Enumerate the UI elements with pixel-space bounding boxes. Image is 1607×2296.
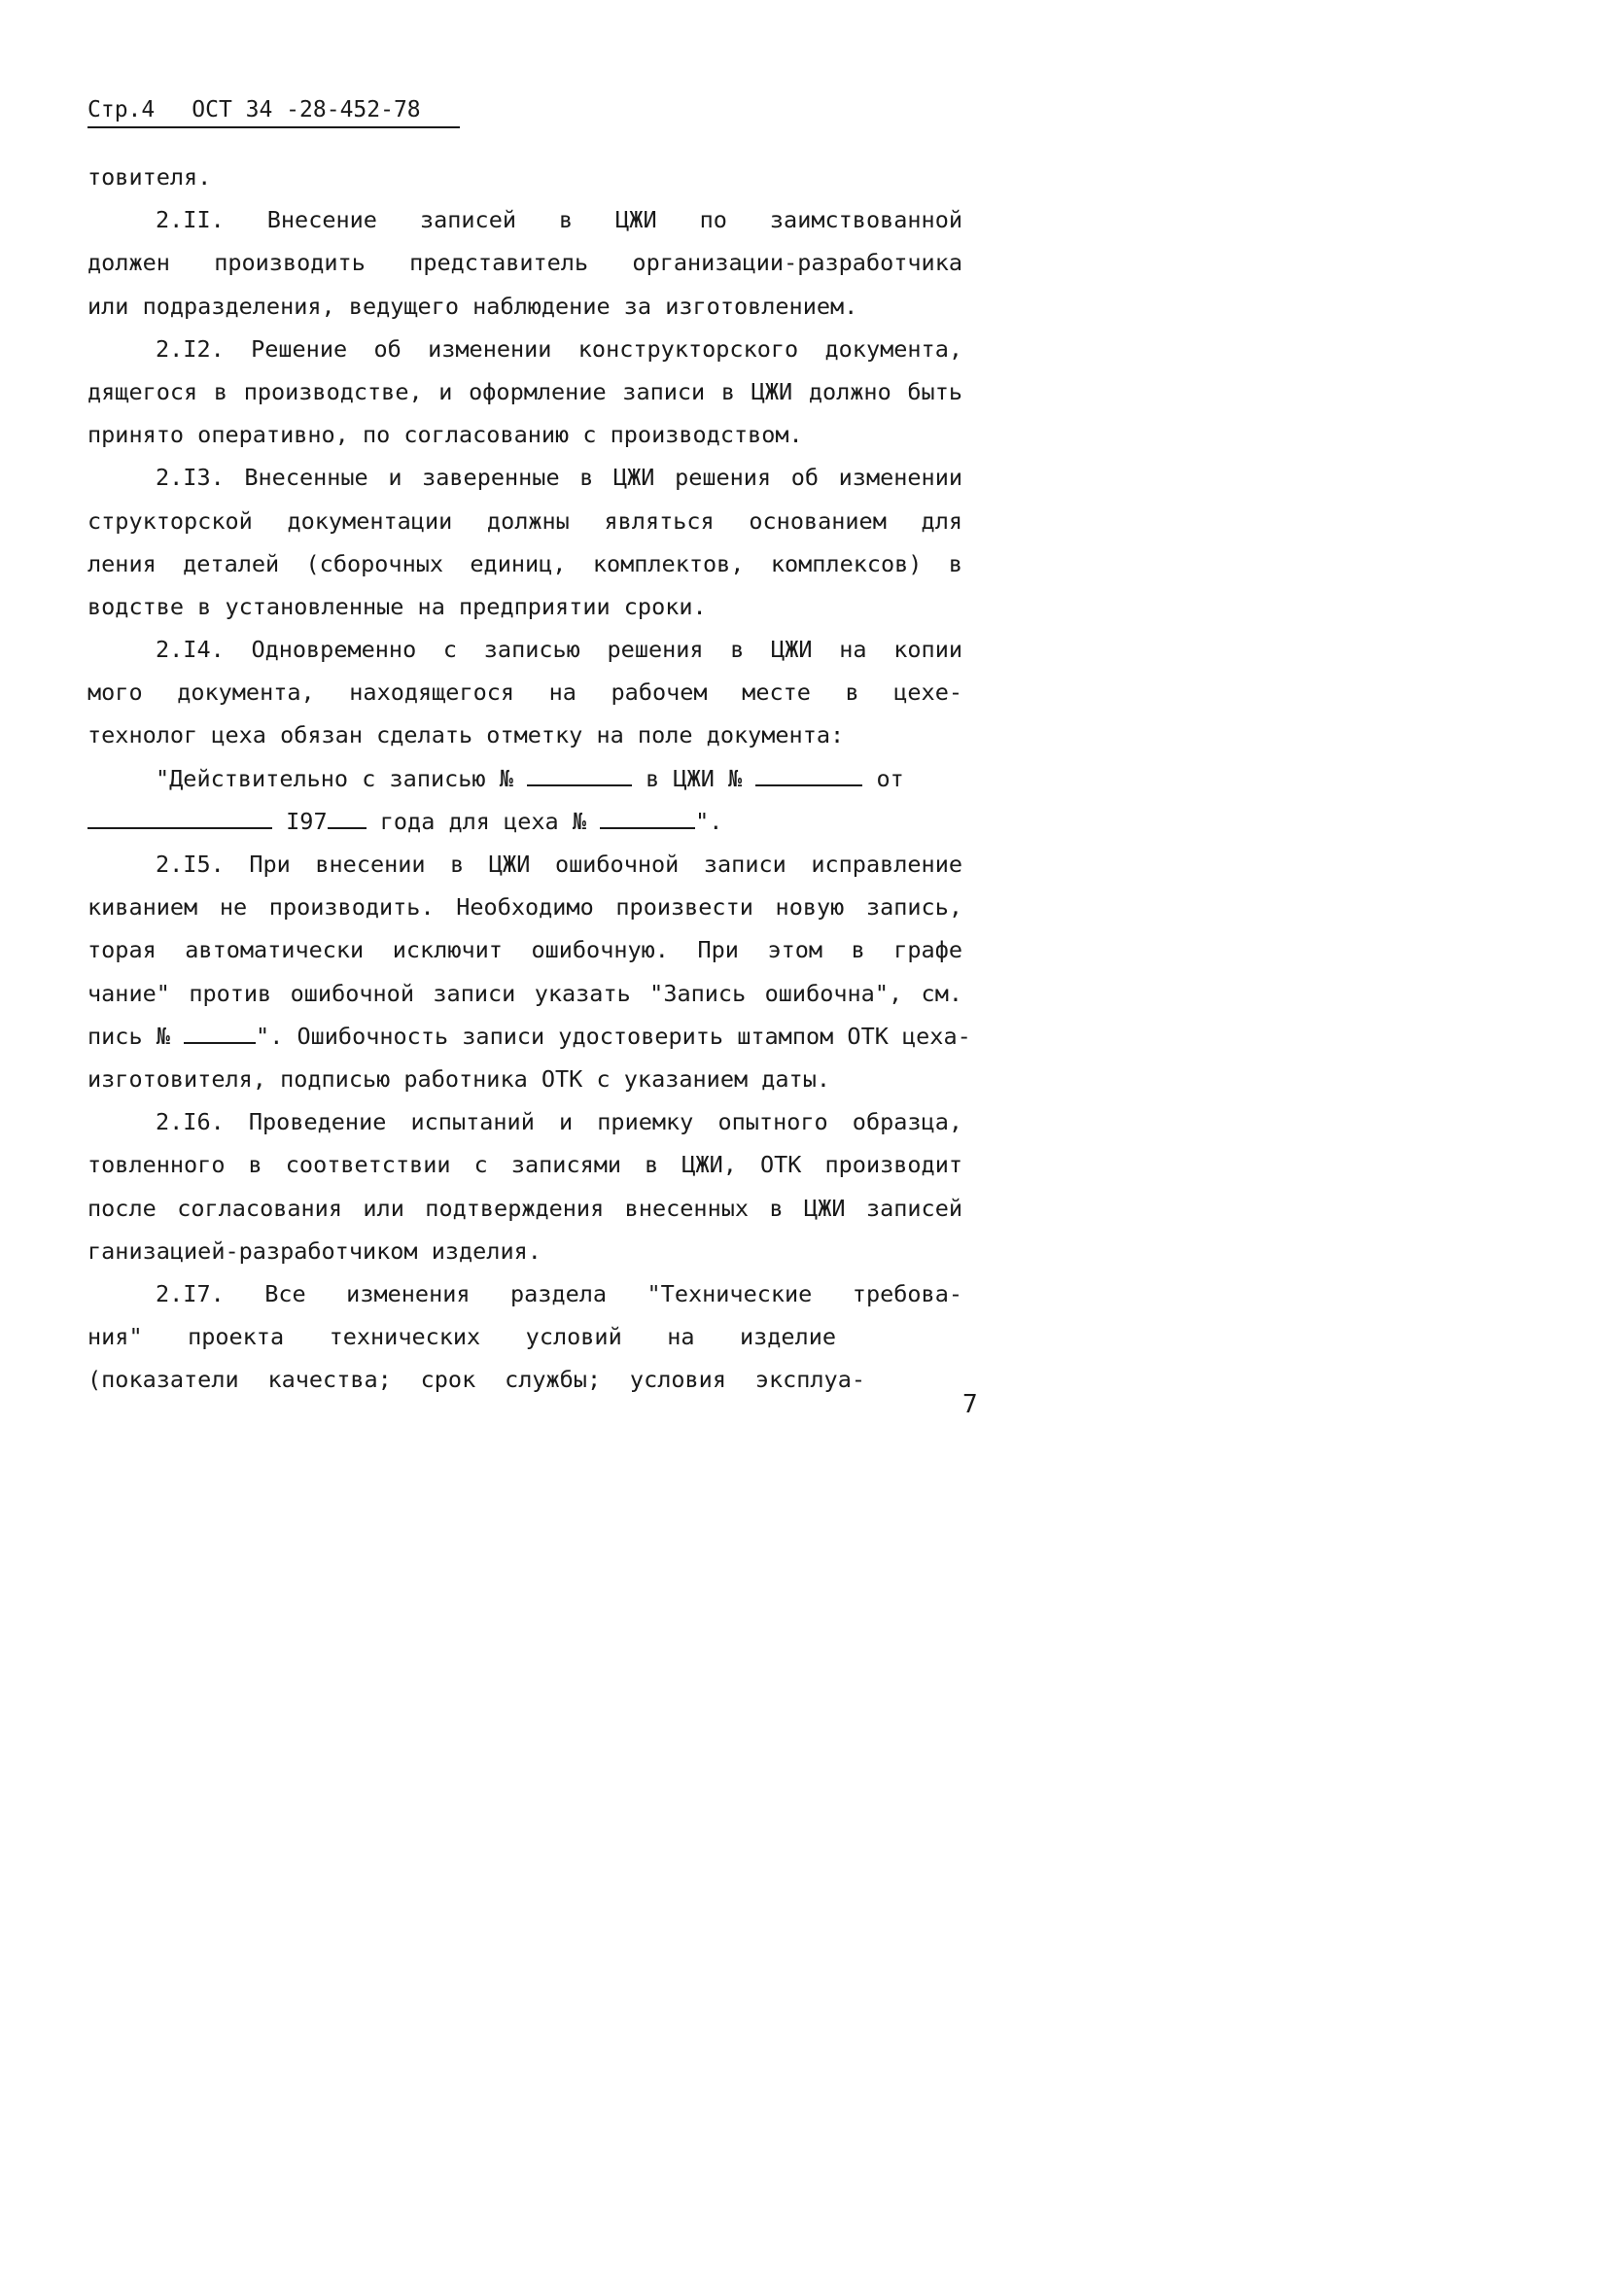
year-blank xyxy=(328,806,367,829)
paragraph-2-15-line-6: изготовителя, подписью работника ОТК с указанием даты. xyxy=(87,1064,831,1093)
paragraph-2-17-line-2: ния" проекта технических условий на изделие xyxy=(87,1323,836,1351)
paragraph-2-13-line-2: структорской документации должны являться основанием для xyxy=(87,506,962,535)
stamp-form-text: года для цеха № xyxy=(379,807,586,835)
page-header xyxy=(87,97,421,122)
paragraph-2-12-line-2: дящегося в производстве, и оформление записи в ЦЖИ должно быть xyxy=(87,377,962,405)
paragraph-2-15-line-5 xyxy=(87,1015,971,1058)
record-number-blank xyxy=(527,763,632,786)
paragraph-2-15-line-3: торая автоматически исключит ошибочную. При этом в графе xyxy=(87,936,962,964)
paragraph-2-13-line-3: ления деталей (сборочных единиц, комплектов, комплексов) в xyxy=(87,549,962,577)
paragraph-2-12-line-1: 2.I2. Решение об изменении конструкторского документа, xyxy=(156,334,962,363)
paragraph-2-15-line-4: чание" против ошибочной записи указать "Запись ошибочна", см. xyxy=(87,979,962,1007)
standard-code: ОСТ 34 -28-452-78 xyxy=(192,97,421,122)
paragraph-2-11-line-2: должен производить представитель организации-разработчика xyxy=(87,249,962,277)
stamp-form-line-1 xyxy=(87,757,962,800)
header-underline xyxy=(87,126,460,128)
paragraph-2-14-line-1: 2.I4. Одновременно с записью решения в ЦЖИ на копии xyxy=(156,636,962,664)
page-label: Стр.4 xyxy=(87,97,156,122)
stamp-form-text: "Действительно с записью № xyxy=(156,764,513,792)
paragraph-2-16-line-2: товленного в соответствии с записями в ЦЖИ, ОТК производит xyxy=(87,1151,962,1179)
page-number: 7 xyxy=(962,1390,978,1419)
journal-number-blank xyxy=(755,763,862,786)
paragraph-2-14-line-2: мого документа, находящегося на рабочем месте в цехе- xyxy=(87,678,962,707)
paragraph-2-16-line-4: ганизацией-разработчиком изделия. xyxy=(87,1236,541,1265)
note-text: ". Ошибочность записи удостоверить штампом ОТК цеха- xyxy=(256,1022,971,1050)
stamp-form-line-2 xyxy=(87,800,962,843)
date-blank xyxy=(87,806,272,829)
stamp-form-text: от xyxy=(876,764,904,792)
paragraph-2-12-line-3: принято оперативно, по согласованию с производством. xyxy=(87,421,803,449)
paragraph-2-17-line-1: 2.I7. Все изменения раздела "Технические требова- xyxy=(156,1279,962,1307)
paragraph-2-16-line-3: после согласования или подтверждения внесенных в ЦЖИ записей xyxy=(87,1194,962,1222)
workshop-number-blank xyxy=(600,806,695,829)
paragraph-2-11-line-3: или подразделения, ведущего наблюдение за изготовлением. xyxy=(87,292,858,320)
stamp-form-text: I97 xyxy=(286,807,328,835)
paragraph-2-15-line-1: 2.I5. При внесении в ЦЖИ ошибочной записи исправление xyxy=(156,851,962,878)
paragraph-2-17-line-3: (показатели качества; срок службы; условия эксплуа- xyxy=(87,1366,865,1394)
text-line: товителя. xyxy=(87,163,212,191)
paragraph-2-15-line-2: киванием не производить. Необходимо произвести новую запись, xyxy=(87,893,962,922)
paragraph-2-16-line-1: 2.I6. Проведение испытаний и приемку опытного образца, xyxy=(156,1108,962,1136)
stamp-form-text: в ЦЖИ № xyxy=(646,764,743,792)
document-page xyxy=(0,0,1073,1518)
paragraph-2-11-line-1: 2.II. Внесение записей в ЦЖИ по заимствованной xyxy=(156,206,962,234)
stamp-form-text: ". xyxy=(695,807,723,835)
note-text: пись № xyxy=(87,1022,170,1050)
paragraph-2-13-line-1: 2.I3. Внесенные и заверенные в ЦЖИ решения об изменении xyxy=(156,464,962,492)
note-number-blank xyxy=(184,1021,256,1044)
document-body xyxy=(87,156,971,1401)
paragraph-2-13-line-4: водстве в установленные на предприятии сроки. xyxy=(87,592,707,620)
paragraph-2-14-line-3: технолог цеха обязан сделать отметку на поле документа: xyxy=(87,721,845,749)
